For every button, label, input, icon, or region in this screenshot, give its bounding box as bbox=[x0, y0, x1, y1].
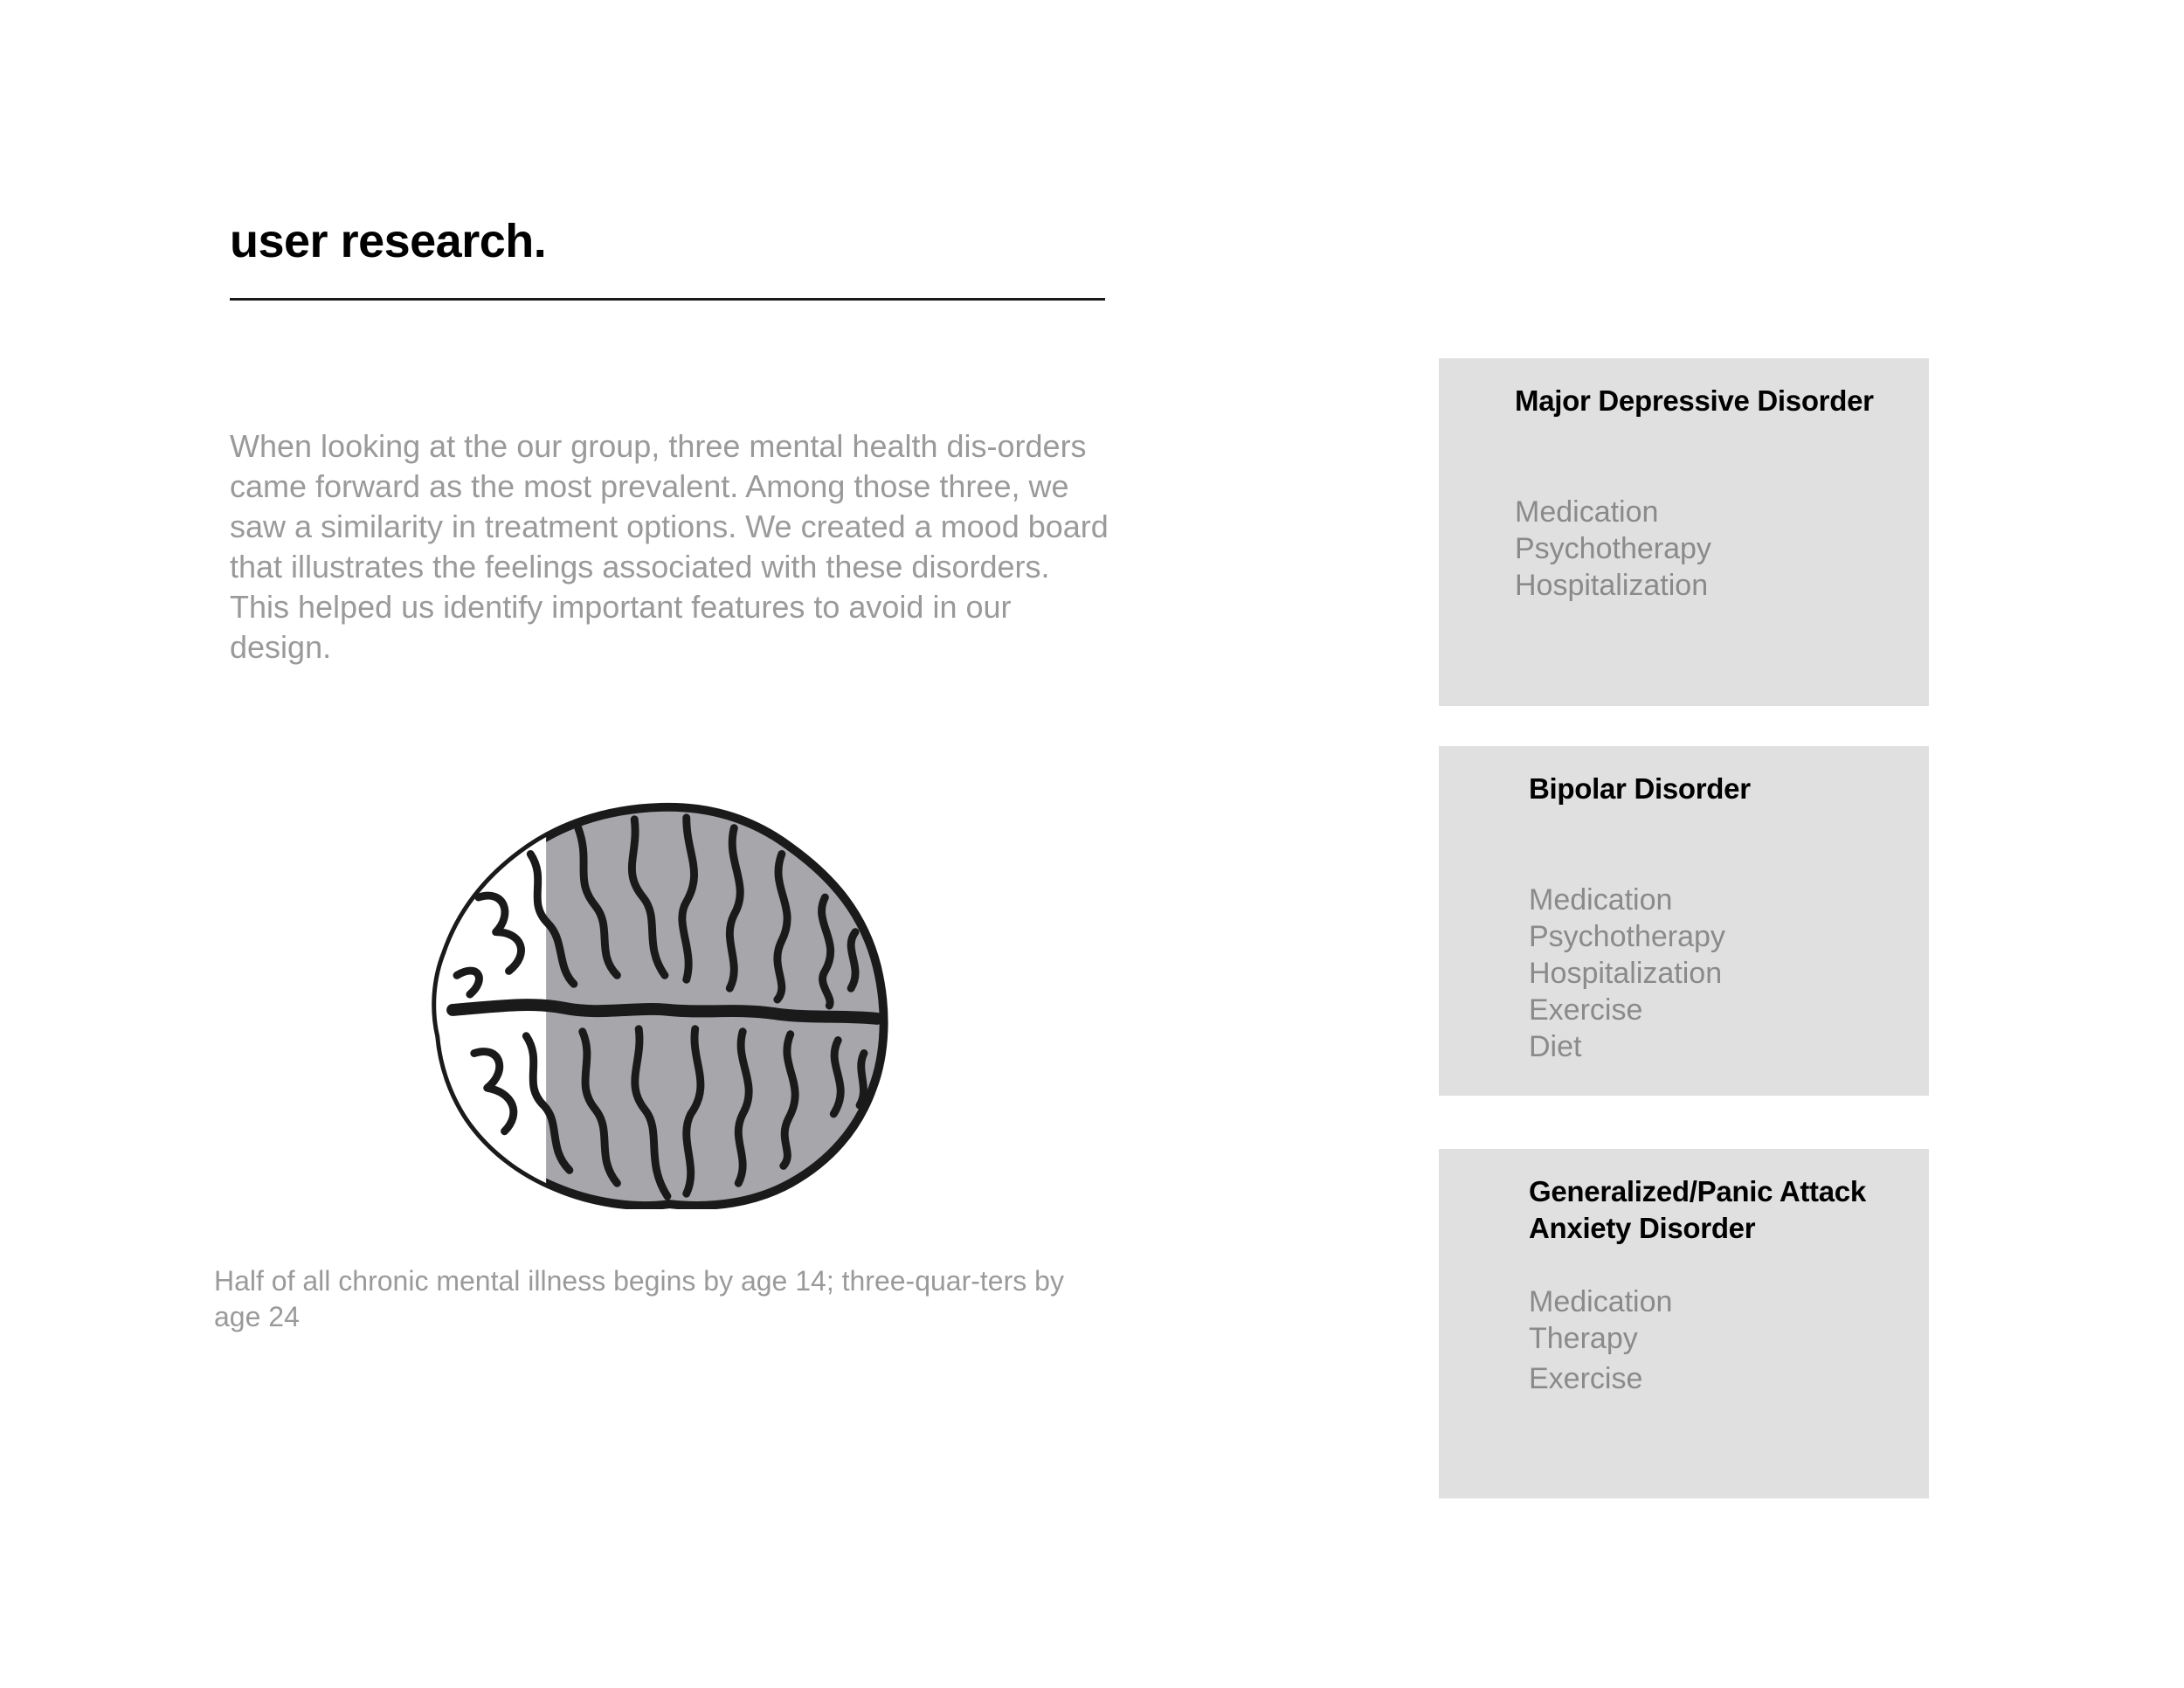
treatment-item: Exercise bbox=[1529, 1362, 1643, 1395]
page-title: user research. bbox=[230, 215, 547, 267]
treatment-item: Psychotherapy bbox=[1515, 532, 1711, 565]
treatment-list bbox=[1529, 1283, 1911, 1397]
treatment-item: Diet bbox=[1529, 1030, 1582, 1063]
statistic-caption: Half of all chronic mental illness begins by age 14; three-quar-ters by age 24 bbox=[214, 1265, 1064, 1332]
treatment-item: Psychotherapy bbox=[1529, 920, 1725, 953]
title-divider bbox=[230, 298, 1105, 301]
brain-icon bbox=[426, 802, 895, 1209]
card-title: Bipolar Disorder bbox=[1529, 772, 1751, 805]
treatment-list bbox=[1515, 494, 1911, 604]
disorder-card-bipolar bbox=[1439, 746, 1929, 1096]
treatment-item: Medication bbox=[1529, 1285, 1673, 1318]
treatment-item: Hospitalization bbox=[1515, 569, 1709, 602]
treatment-item: Medication bbox=[1515, 495, 1659, 529]
disorder-card-major-depressive bbox=[1439, 358, 1929, 706]
treatment-item: Exercise bbox=[1529, 993, 1643, 1027]
card-title: Major Depressive Disorder bbox=[1515, 384, 1874, 417]
treatment-list bbox=[1529, 882, 1911, 1065]
intro-paragraph: When looking at the our group, three mental health dis-orders came forward as the most prevalent. Among those three, we saw a similarity in treatment options. We created a mood board that illustrates the feelings associated with these disorders. This helped us identify important features to avoid in our design. bbox=[230, 428, 1109, 665]
disorder-card-anxiety bbox=[1439, 1149, 1929, 1498]
treatment-item: Medication bbox=[1529, 883, 1673, 917]
treatment-item: Hospitalization bbox=[1529, 957, 1723, 990]
treatment-item: Therapy bbox=[1529, 1322, 1638, 1355]
card-title: Generalized/Panic Attack Anxiety Disorder bbox=[1529, 1175, 1866, 1244]
